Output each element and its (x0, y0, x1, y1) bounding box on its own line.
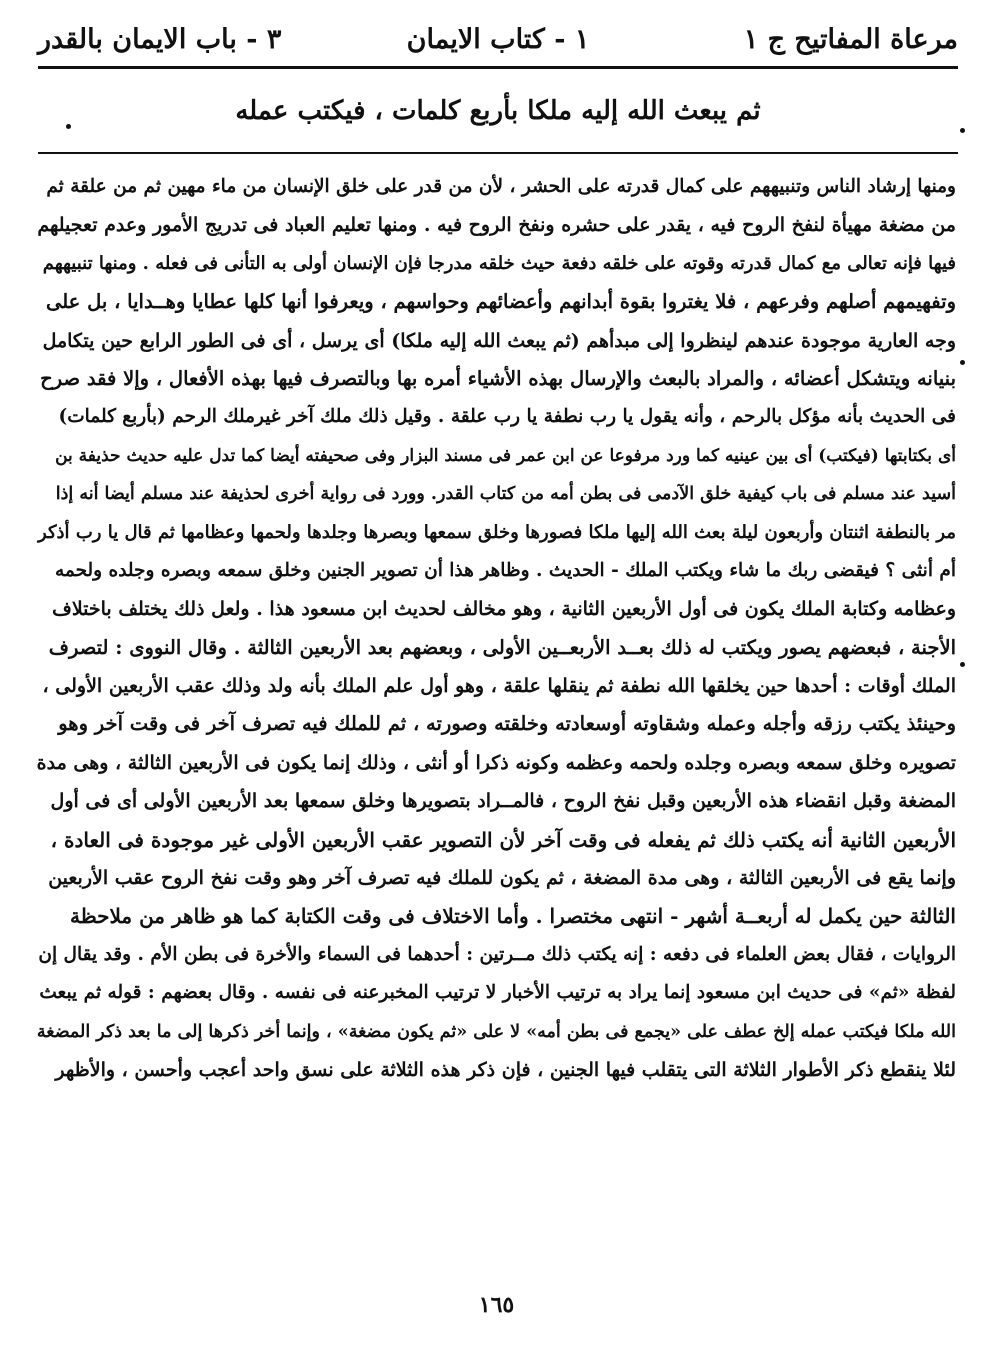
text-line: لفظة «ثم» فى حديث ابن مسعود إنما يراد به ترتيب الأخبار لا ترتيب المخبرعنه فى نفسه . وقال بعضهم : قوله ثم يبعث (39, 982, 956, 1004)
kitab-title: ١ - كتاب الايمان (406, 24, 590, 55)
book-title: مرعاة المفاتيح ج ١ (743, 24, 958, 55)
text-line: الله ملكا فيكتب عمله إلخ عطف على «يجمع فى بطن أمه» لا على «ثم يكون مضغة» ، وإنما أخر ذكرها إلى ما بعد ذكر المضغة (36, 1021, 956, 1042)
margin-dot (66, 124, 71, 129)
text-line: أى بكتابتها (فيكتب) أى بين عينيه كما ورد مرفوعا عن ابن عمر فى مسند البزار وفى صحيفته أيضا كما تدل عليه حديث حذيفة بن (55, 445, 956, 466)
text-line: المضغة وقبل انقضاء هذه الأربعين وقبل نفخ الروح ، فالمــراد بتصويرها وخلق سمعها بعد الأربعين الأولى أى فى أول (50, 790, 956, 813)
text-line: الأربعين الثانية أنه يكتب ذلك ثم يفعله فى وقت آخر لأن التصوير عقب الأربعين الأولى غير موجودة فى العادة ، (50, 827, 956, 852)
text-line: وحينئذ يكتب رزقه وأجله وعمله وشقاوته أوسعادته وخلقته وصورته ، ثم للملك فيه تصرف آخر فى وقت آخر وهو (58, 712, 956, 736)
header-rule (38, 66, 958, 69)
margin-dot (960, 662, 965, 667)
text-line: وجه العارية موجودة عندهم لينظروا إلى مبدأهم (ثم يبعث الله إليه ملكا) أى يرسل ، أى فى الطور الرابع حين يتكامل (42, 329, 956, 352)
text-line: الملك أوقات : أحدها حين يخلقها الله نطفة ثم ينقلها علقة ، وهو أول علم الملك بأنه ولد وذلك عقب الأربعين الأولى ، (42, 675, 956, 698)
text-line: الروايات ، فقال بعض العلماء فى دفعه : إنه يكتب ذلك مــرتين : أحدهما فى السماء والأخرة فى بطن الأم . وقد يقال إن (38, 943, 956, 965)
text-line: بنيانه ويتشكل أعضائه ، والمراد بالبعث والإرسال بهذه الأشياء أمره بها وبالتصرف فيها بهذه الأفعال ، وإلا فقد صرح (40, 366, 956, 390)
section-rule (38, 152, 958, 154)
text-line: وإنما يقع فى الأربعين الثالثة ، وهى مدة المضغة ، ثم يكون للملك فيه تصرف آخر وهو وقت نفخ الروح عقب الأربعين (48, 867, 956, 890)
text-line: لئلا ينقطع ذكر الأطوار الثلاثة التى يتقلب فيها الجنين ، فإن ذكر هذه الثلاثة على نسق واحد أعجب وأحسن ، والأظهر (55, 1058, 956, 1081)
commentary-body (36, 168, 956, 1089)
text-line: أسيد عند مسلم فى باب كيفية خلق الآدمى فى بطن أمه من كتاب القدر. وورد فى رواية أخرى لحذيفة عند مسلم أيضا أنه إذا (55, 484, 956, 505)
text-line: وتفهيمهم أصلهم وفرعهم ، فلا يغتروا بقوة أبدانهم وأعضائهم وحواسهم ، ويعرفوا أنها كلها عطايا وهــدايا ، بل على (45, 290, 956, 314)
text-line: مر بالنطفة اثنتان وأربعون ليلة بعث الله إليها ملكا فصورها وخلق سمعها وبصرها وجلدها ولحمها وعظامها ثم قال يا رب أذكر (38, 521, 956, 543)
page-number: ١٦٥ (478, 1292, 515, 1318)
text-line: ومنها إرشاد الناس وتنبيههم على كمال قدرته على الحشر ، لأن من قدر على خلق الإنسان من ماء مهين ثم من علقة ثم (46, 176, 956, 197)
text-line: فيها فإنه تعالى مع كمال قدرته وقوته على خلقه دفعة حيث خلقه مدرجا فإن الإنسان أولى به التأنى فى فعله . ومنها تنبيههم (42, 252, 956, 274)
hadith-text: ثم يبعث الله إليه ملكا بأربع كلمات ، فيكتب عمله (235, 96, 761, 126)
text-line: فى الحديث بأنه مؤكل بالرحم ، وأنه يقول يا رب نطفة يا رب علقة . وقيل ذلك ملك آخر غيرملك الرحم (بأربع كلمات) (58, 406, 956, 428)
bab-title: ٣ - باب الايمان بالقدر (38, 24, 282, 55)
margin-dot (960, 128, 965, 133)
text-line: من مضغة مهيأة لنفخ الروح فيه ، يقدر على حشره ونفخ الروح فيه . ومنها تعليم العباد فى تدريج الأمور وعدم تعجيلهم (37, 214, 956, 237)
margin-dot (960, 360, 965, 365)
running-header (38, 18, 958, 62)
text-line: تصويره وخلق سمعه وبصره وجلده ولحمه وعظمه وكونه ذكرا أو أنثى ، وذلك إنما يكون فى الأربعين الثالثة ، وهى مدة (36, 751, 956, 774)
text-line: الأجنة ، فبعضهم يصور ويكتب له ذلك بعــد الأربعــين الأولى ، وبعضهم بعد الأربعين الثالثة . وقال النووى : لتصرف (48, 635, 956, 659)
text-line: أم أنثى ؟ فيقضى ربك ما شاء ويكتب الملك - الحديث . وظاهر هذا أن تصوير الجنين وخلق سمعه وبصره وجلده ولحمه (54, 559, 956, 581)
text-line: الثالثة حين يكمل له أربعــة أشهر - انتهى مختصرا . وأما الاختلاف فى وقت الكتابة كما هو ظاهر من ملاحظة (69, 904, 956, 929)
text-line: وعظامه وكتابة الملك يكون فى أول الأربعين الثانية ، وهو مخالف لحديث ابن مسعود هذا . ولعل ذلك يختلف باختلاف (52, 598, 956, 621)
